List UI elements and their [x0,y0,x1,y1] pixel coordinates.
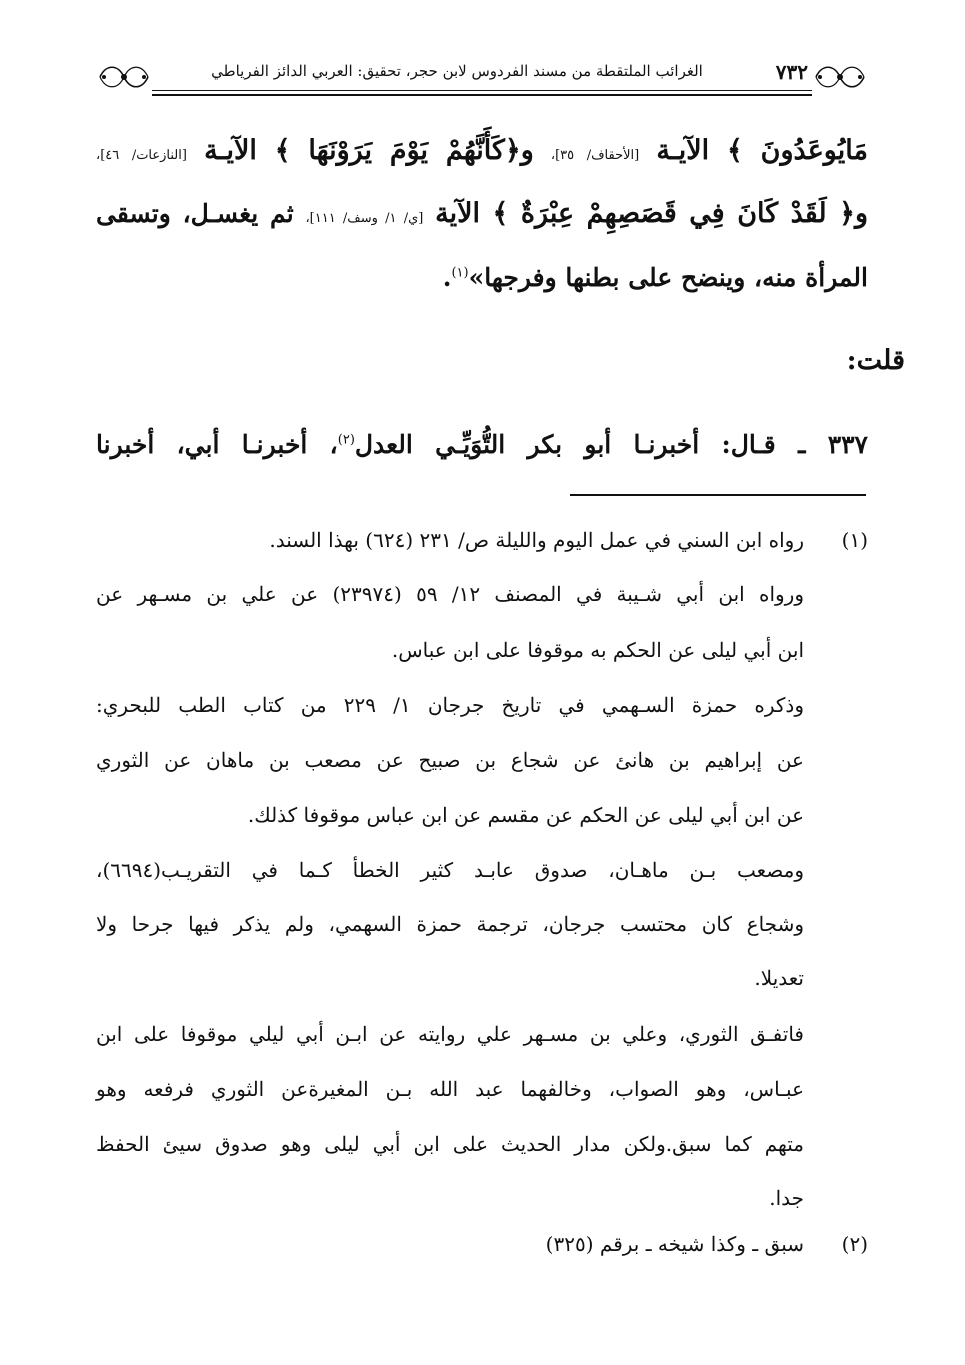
verse-reference-1: [الأحقاف/ ٣٥]، [550,148,640,163]
footnote-line: متهم كما سبق.ولكن مدار الحديث على ابن أبي ليلى وهو صدوق سيئ الحفظ [96,1132,804,1156]
main-text-segment: ثم يغسـل، وتسقى [96,199,294,228]
footnote-line: فاتفـق الثوري، وعلي بن مسـهر علي روايته عن ابـن أبي ليلي موقوفا على ابن [96,1022,804,1046]
page-number: ٧٣٢ [775,60,808,84]
hadith-number-line: ٣٣٧ ـ قـال: أخبرنـا أبو بكر التُّوَيِّـي العدل [354,430,868,459]
running-title: الغرائب الملتقطة من مسند الفردوس لابن حجر، تحقيق: العربي الدائز الفرياطي [211,62,703,80]
footnote-2-number: (٢) [841,1232,868,1256]
sentence-end: . [442,263,452,292]
page-header [96,58,868,98]
footnote-line: ومصعب بـن ماهـان، صدوق عابـد كثير الخطأ كـما في التقريـب(٦٦٩٤)، [96,858,804,882]
footnote-line: وشجاع كان محتسب جرجان، ترجمة حمزة السهمي، ولم يذكر فيها جرحا ولا [96,912,804,936]
footnote-line: عبـاس، وهو الصواب، وخالفهما عبد الله بـن المغيرةعن الثوري فرفعه وهو [96,1077,804,1101]
footnote-marker-1: (١) [451,265,469,281]
footnote-marker-2: (٢) [337,432,355,448]
left-ornament-icon [96,60,152,94]
footnote-line: رواه ابن السني في عمل اليوم والليلة ص/ ٢٣١ (٦٢٤) بهذا السند. [269,528,804,552]
main-line-3 [96,263,868,292]
quran-verse-2: و﴿كَأَنَّهُمْ يَوْمَ يَرَوْنَهَا ﴾ الآيـة [204,135,534,166]
section-heading: قلت: [846,345,905,376]
footnote-line: سبق ـ وكذا شيخه ـ برقم (٣٢٥) [545,1232,804,1256]
main-line-1 [96,135,868,166]
header-rule [152,90,812,91]
verse-reference-3: [ي/ ١/ وسف/ ١١١]، [305,211,424,226]
footnote-line: وذكره حمزة السـهمي في تاريخ جرجان ١/ ٢٢٩ من كتاب الطب للبحري: [96,693,804,717]
footnote-line: جدا. [769,1186,804,1210]
main-text-segment: ، أخبرنـا أبي، أخبرنا [96,430,338,459]
right-ornament-icon [812,60,868,94]
footnote-2 [96,1232,868,1272]
footnote-1-number: (١) [841,528,868,552]
footnote-line: ابن أبي ليلى عن الحكم به موقوفا على ابن عباس. [391,638,804,662]
footnote-line: عن إبراهيم بن هانئ عن شجاع بن صبيح عن مصعب بن ماهان عن الثوري [96,748,804,772]
quran-verse-1: مَايُوعَدُونَ ﴾ الآيـة [656,135,868,166]
main-text-segment: المرأة منه، وينضح على بطنها وفرجها» [468,263,868,292]
footnote-line: عن ابن أبي ليلى عن الحكم عن مقسم عن ابن عباس موقوفا كذلك. [247,803,804,827]
main-line-4 [96,430,868,459]
footnote-line: ورواه ابن أبي شـيبة في المصنف ١٢/ ٥٩ (٢٣٩٧٤) عن علي بن مسـهر عن [96,582,805,606]
main-line-2 [96,198,868,229]
header-rule-thick [152,94,812,96]
footnotes [96,528,868,1248]
footnote-line: تعديلا. [754,966,804,990]
verse-reference-2: [النازعات/ ٤٦]، [96,148,187,163]
footnote-separator [570,494,866,496]
quran-verse-3: و﴿ لَقَدْ كَانَ فِي قَصَصِهِمْ عِبْرَةٌ ﴾ الآية [435,198,868,229]
